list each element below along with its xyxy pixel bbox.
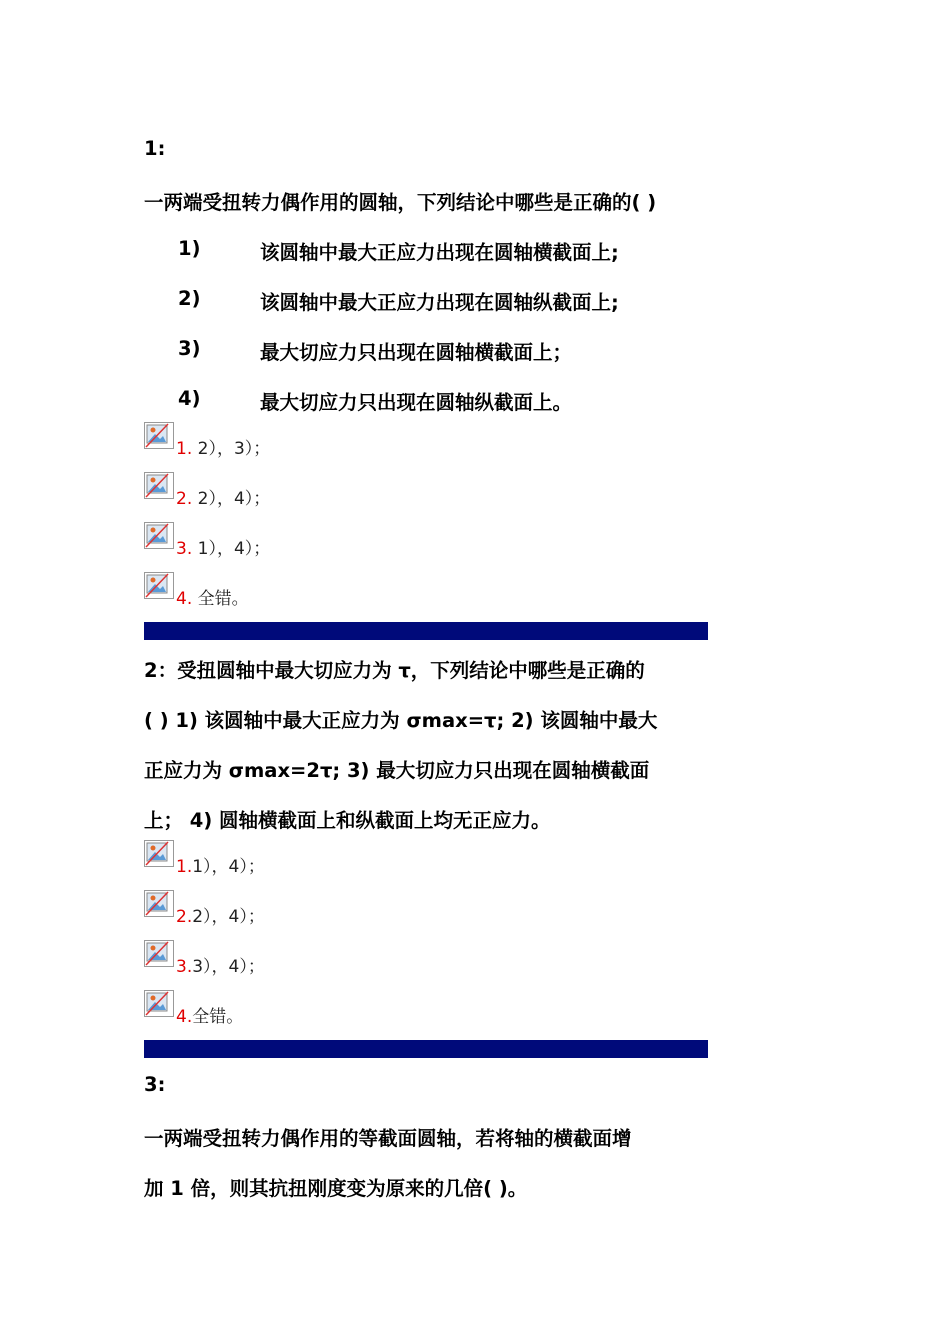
broken-image-icon [144, 472, 174, 499]
q1-statement-2-num: 2) [178, 287, 201, 310]
q2-option-1-text: 1），4）； [192, 857, 265, 877]
q1-statement-4-num: 4) [178, 387, 201, 410]
q2-option-3-text: 3），4）； [192, 957, 265, 977]
q3-stem-line-2: 加 1 倍，则其抗扭刚度变为原来的几倍( )。 [144, 1177, 528, 1200]
q1-option-1-text: 2），3）； [192, 439, 271, 459]
broken-image-icon [144, 840, 174, 867]
q1-option-2-num: 2. [176, 489, 193, 509]
q1-option-1[interactable] [176, 434, 270, 459]
broken-image-icon [144, 990, 174, 1017]
q1-statement-1-text: 该圆轴中最大正应力出现在圆轴横截面上; [260, 241, 619, 264]
q2-option-1[interactable] [176, 852, 265, 877]
broken-image-icon [144, 422, 174, 449]
q1-statement-3-text: 最大切应力只出现在圆轴横截面上； [260, 341, 573, 364]
q1-statement-3-num: 3) [178, 337, 201, 360]
question-divider [144, 1040, 708, 1058]
q2-option-3-num: 3. [176, 957, 193, 977]
q1-option-4-text: 全错。 [192, 589, 249, 609]
q2-option-4[interactable] [176, 1002, 243, 1027]
q1-stem: 一两端受扭转力偶作用的圆轴，下列结论中哪些是正确的( ) [144, 191, 657, 214]
q1-option-2-text: 2），4）； [192, 489, 271, 509]
broken-image-icon [144, 890, 174, 917]
q1-option-3-num: 3. [176, 539, 193, 559]
q2-option-2[interactable] [176, 902, 265, 927]
q2-option-3[interactable] [176, 952, 265, 977]
q2-option-2-text: 2），4）； [192, 907, 265, 927]
q3-number: 3: [144, 1073, 166, 1096]
q1-option-1-num: 1. [176, 439, 193, 459]
q1-option-3[interactable] [176, 534, 270, 559]
question-divider [144, 622, 708, 640]
q2-option-1-num: 1. [176, 857, 193, 877]
q2-option-2-num: 2. [176, 907, 193, 927]
q1-option-2[interactable] [176, 484, 270, 509]
q2-stem-line-1: 2：受扭圆轴中最大切应力为 τ，下列结论中哪些是正确的 [144, 659, 645, 682]
q2-stem-line-3: 正应力为 σmax=2τ; 3) 最大切应力只出现在圆轴横截面 [144, 759, 650, 782]
q3-stem-line-1: 一两端受扭转力偶作用的等截面圆轴，若将轴的横截面增 [144, 1127, 632, 1150]
broken-image-icon [144, 522, 174, 549]
q1-option-3-text: 1），4）； [192, 539, 271, 559]
q2-stem-line-2: ( ) 1) 该圆轴中最大正应力为 σmax=τ; 2) 该圆轴中最大 [144, 709, 658, 732]
q2-option-4-text: 全错。 [192, 1007, 244, 1027]
q2-option-4-num: 4. [176, 1007, 193, 1027]
q1-statement-1-num: 1) [178, 237, 201, 260]
q2-stem-line-4: 上； 4) 圆轴横截面上和纵截面上均无正应力。 [144, 809, 551, 832]
q1-option-4-num: 4. [176, 589, 193, 609]
broken-image-icon [144, 940, 174, 967]
q1-statement-4-text: 最大切应力只出现在圆轴纵截面上。 [260, 391, 573, 414]
q1-number: 1: [144, 137, 166, 160]
broken-image-icon [144, 572, 174, 599]
q1-statement-2-text: 该圆轴中最大正应力出现在圆轴纵截面上; [260, 291, 619, 314]
q1-option-4[interactable] [176, 584, 249, 609]
